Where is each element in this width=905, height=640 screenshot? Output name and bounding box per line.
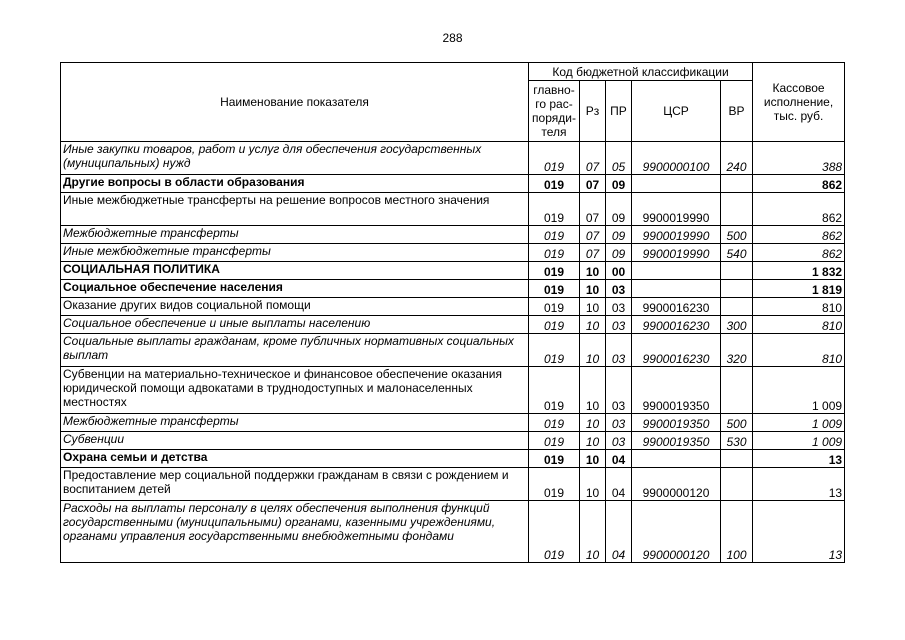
table-row	[61, 367, 845, 414]
cell-vr: 500	[721, 226, 753, 244]
cell-csr: 9900019990	[632, 226, 721, 244]
cell-csr: 9900019990	[632, 244, 721, 262]
cell-csr	[632, 450, 721, 468]
cell-pr: 04	[606, 450, 632, 468]
table-row	[61, 316, 845, 334]
table-row	[61, 280, 845, 298]
cell-vr	[721, 367, 753, 414]
cell-admin-code: 019	[529, 244, 580, 262]
cell-rz: 10	[580, 367, 606, 414]
cell-rz: 07	[580, 226, 606, 244]
cell-vr: 100	[721, 501, 753, 563]
cell-pr: 09	[606, 175, 632, 193]
cell-rz: 10	[580, 450, 606, 468]
cell-name: Социальное обеспечение и иные выплаты населению	[61, 316, 529, 334]
cell-vr	[721, 450, 753, 468]
cell-rz: 07	[580, 175, 606, 193]
cell-pr: 04	[606, 468, 632, 501]
table-row	[61, 432, 845, 450]
cell-amount: 862	[753, 175, 845, 193]
cell-rz: 10	[580, 501, 606, 563]
table-row	[61, 468, 845, 501]
table-row	[61, 244, 845, 262]
cell-name: Социальные выплаты гражданам, кроме публичных нормативных социальных выплат	[61, 334, 529, 367]
cell-amount: 810	[753, 334, 845, 367]
cell-pr: 03	[606, 280, 632, 298]
cell-name: Предоставление мер социальной поддержки гражданам в связи с рождением и воспитанием детей	[61, 468, 529, 501]
header-vr: ВР	[721, 81, 753, 142]
cell-amount: 1 009	[753, 367, 845, 414]
cell-vr	[721, 468, 753, 501]
cell-csr	[632, 175, 721, 193]
cell-csr: 9900019350	[632, 367, 721, 414]
header-amount: Кассовое исполнение, тыс. руб.	[753, 63, 845, 142]
cell-admin-code: 019	[529, 414, 580, 432]
cell-name: Другие вопросы в области образования	[61, 175, 529, 193]
table-row	[61, 175, 845, 193]
cell-amount: 810	[753, 298, 845, 316]
cell-vr: 540	[721, 244, 753, 262]
header-budget-classification: Код бюджетной классификации	[529, 63, 753, 81]
cell-vr: 240	[721, 142, 753, 175]
cell-amount: 1 832	[753, 262, 845, 280]
cell-rz: 10	[580, 262, 606, 280]
cell-rz: 10	[580, 316, 606, 334]
cell-csr	[632, 262, 721, 280]
table-row	[61, 142, 845, 175]
cell-vr	[721, 193, 753, 226]
cell-admin-code: 019	[529, 501, 580, 563]
cell-rz: 10	[580, 280, 606, 298]
page-number: 288	[442, 31, 463, 45]
table-row	[61, 226, 845, 244]
cell-amount: 13	[753, 450, 845, 468]
cell-name: Иные межбюджетные трансферты на решение вопросов местного значения	[61, 193, 529, 226]
table-row	[61, 414, 845, 432]
cell-admin-code: 019	[529, 280, 580, 298]
cell-admin-code: 019	[529, 175, 580, 193]
cell-admin-code: 019	[529, 468, 580, 501]
cell-csr: 9900000120	[632, 468, 721, 501]
cell-vr	[721, 280, 753, 298]
cell-amount: 1 009	[753, 414, 845, 432]
cell-rz: 07	[580, 142, 606, 175]
table-row	[61, 262, 845, 280]
cell-admin-code: 019	[529, 316, 580, 334]
cell-pr: 09	[606, 226, 632, 244]
cell-admin-code: 019	[529, 334, 580, 367]
cell-admin-code: 019	[529, 367, 580, 414]
cell-csr: 9900019350	[632, 414, 721, 432]
cell-pr: 03	[606, 414, 632, 432]
cell-csr: 9900016230	[632, 316, 721, 334]
cell-amount: 13	[753, 501, 845, 563]
cell-amount: 810	[753, 316, 845, 334]
table-row	[61, 450, 845, 468]
cell-csr: 9900000120	[632, 501, 721, 563]
cell-name: Иные межбюджетные трансферты	[61, 244, 529, 262]
cell-csr: 9900019350	[632, 432, 721, 450]
cell-pr: 03	[606, 298, 632, 316]
table-body	[61, 142, 845, 563]
header-rz: Рз	[580, 81, 606, 142]
cell-rz: 10	[580, 414, 606, 432]
cell-vr: 530	[721, 432, 753, 450]
cell-name: Охрана семьи и детства	[61, 450, 529, 468]
cell-csr: 9900019990	[632, 193, 721, 226]
cell-name: Иные закупки товаров, работ и услуг для обеспечения государственных (муниципальных) нужд	[61, 142, 529, 175]
cell-vr: 300	[721, 316, 753, 334]
cell-admin-code: 019	[529, 226, 580, 244]
cell-rz: 07	[580, 244, 606, 262]
cell-vr	[721, 262, 753, 280]
cell-admin-code: 019	[529, 432, 580, 450]
cell-admin-code: 019	[529, 298, 580, 316]
cell-name: Межбюджетные трансферты	[61, 414, 529, 432]
cell-pr: 03	[606, 334, 632, 367]
cell-name: СОЦИАЛЬНАЯ ПОЛИТИКА	[61, 262, 529, 280]
cell-name: Субвенции	[61, 432, 529, 450]
cell-amount: 1 009	[753, 432, 845, 450]
cell-rz: 10	[580, 298, 606, 316]
cell-amount: 862	[753, 226, 845, 244]
cell-pr: 09	[606, 244, 632, 262]
cell-pr: 05	[606, 142, 632, 175]
table-row	[61, 501, 845, 563]
cell-amount: 388	[753, 142, 845, 175]
cell-vr: 320	[721, 334, 753, 367]
cell-admin-code: 019	[529, 193, 580, 226]
cell-name: Субвенции на материально-техническое и финансовое обеспечение оказания юридической помощи адвокатами в труднодоступных и малонаселенных местностях	[61, 367, 529, 414]
table-row	[61, 298, 845, 316]
cell-name: Расходы на выплаты персоналу в целях обеспечения выполнения функций государственными (муниципальными) органами, казенными учреждениями, органами управления государственными внебюджетными фондами	[61, 501, 529, 563]
cell-pr: 00	[606, 262, 632, 280]
cell-amount: 1 819	[753, 280, 845, 298]
header-pr: ПР	[606, 81, 632, 142]
header-admin: главно- го рас- поряди- теля	[529, 81, 580, 142]
cell-vr: 500	[721, 414, 753, 432]
cell-rz: 10	[580, 432, 606, 450]
table-row	[61, 193, 845, 226]
cell-csr: 9900016230	[632, 298, 721, 316]
cell-rz: 10	[580, 468, 606, 501]
cell-csr: 9900016230	[632, 334, 721, 367]
cell-vr	[721, 175, 753, 193]
cell-vr	[721, 298, 753, 316]
cell-amount: 13	[753, 468, 845, 501]
cell-amount: 862	[753, 244, 845, 262]
cell-admin-code: 019	[529, 450, 580, 468]
cell-pr: 04	[606, 501, 632, 563]
cell-pr: 03	[606, 432, 632, 450]
cell-pr: 03	[606, 367, 632, 414]
cell-name: Социальное обеспечение населения	[61, 280, 529, 298]
cell-admin-code: 019	[529, 262, 580, 280]
cell-rz: 10	[580, 334, 606, 367]
cell-amount: 862	[753, 193, 845, 226]
cell-admin-code: 019	[529, 142, 580, 175]
cell-name: Оказание других видов социальной помощи	[61, 298, 529, 316]
header-name: Наименование показателя	[61, 63, 529, 142]
cell-csr: 9900000100	[632, 142, 721, 175]
budget-execution-table	[60, 62, 845, 563]
cell-pr: 03	[606, 316, 632, 334]
cell-name: Межбюджетные трансферты	[61, 226, 529, 244]
table-row	[61, 334, 845, 367]
cell-pr: 09	[606, 193, 632, 226]
cell-rz: 07	[580, 193, 606, 226]
cell-csr	[632, 280, 721, 298]
header-csr: ЦСР	[632, 81, 721, 142]
